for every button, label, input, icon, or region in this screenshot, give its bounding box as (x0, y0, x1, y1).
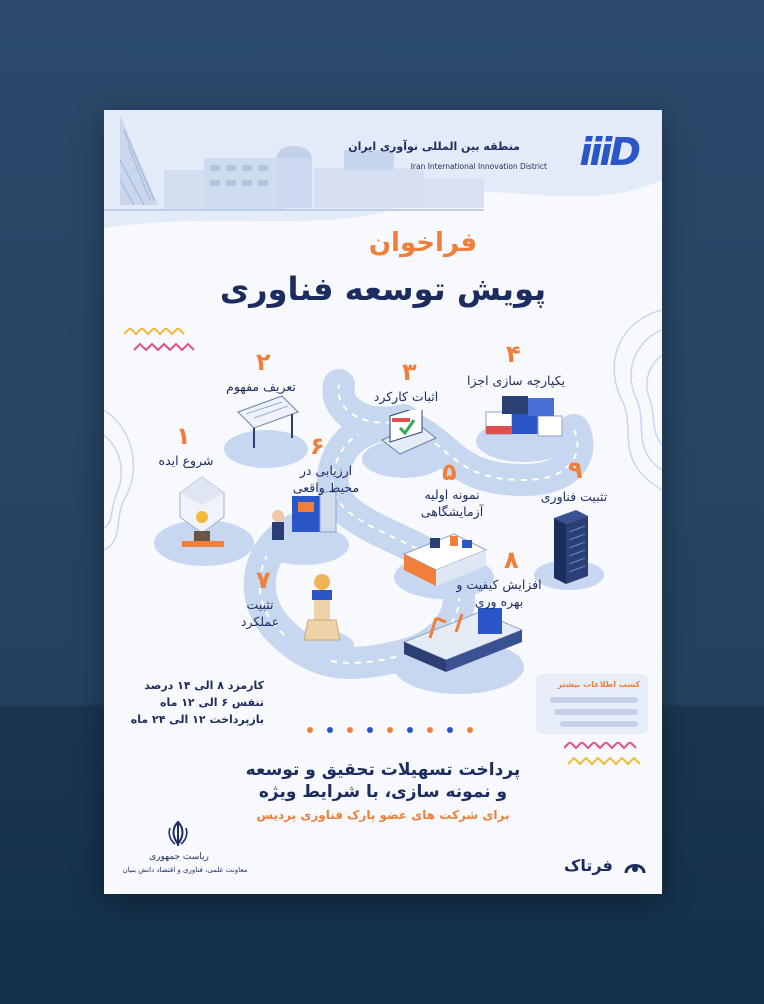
step-7-label: تثبیت عملکرد (240, 597, 280, 629)
step-8-number: ۸ (504, 546, 519, 574)
gov-line-2: معاونت علمی، فناوری و اقتصاد دانش بنیان (122, 866, 248, 874)
step-5-number: ۵ (442, 458, 457, 486)
gov-line-1: ریاست جمهوری (149, 852, 209, 862)
iran-emblem-icon (166, 820, 190, 848)
field-evaluation-icon (264, 488, 344, 552)
production-line-icon (400, 602, 526, 682)
step-5-label: نمونه اولیه آزمایشگاهی (420, 487, 484, 519)
step-9-label: تثبیت فناوری (540, 489, 608, 504)
lightbulb-icon (172, 475, 232, 555)
contact-title: کسب اطلاعات بیشتر (557, 680, 640, 689)
server-tower-icon (544, 508, 594, 588)
description-line-2: و نمونه سازی، با شرایط ویژه (258, 782, 508, 802)
building-blocks-icon (482, 390, 566, 450)
contact-line-blurred (554, 709, 638, 715)
step-2-number: ۲ (256, 348, 271, 376)
fartak-logo (564, 856, 648, 880)
district-logo: iiiD (579, 130, 638, 174)
step-1-label: شروع ایده (158, 453, 214, 468)
step-9-number: ۹ (568, 456, 583, 484)
step-4-number: ۴ (506, 340, 521, 368)
contact-box (536, 674, 648, 734)
title-kicker: فراخوان (368, 228, 478, 258)
grace-term: تنفس ۶ الی ۱۲ ماه (159, 696, 264, 709)
contact-line-blurred (560, 721, 638, 727)
dots-divider (304, 724, 484, 736)
org-name-en: Iran International Innovation District (410, 162, 547, 171)
chess-piece-icon (302, 572, 342, 652)
contact-line-blurred (550, 697, 638, 703)
description-line-3: برای شرکت های عضو پارک فناوری پردیس (256, 808, 510, 822)
step-3-label: اثبات کارکرد (373, 389, 439, 404)
repayment-term: بازپرداخت ۱۲ الی ۲۴ ماه (130, 713, 264, 726)
step-2-label: تعریف مفهوم (226, 379, 296, 394)
step-6-number: ۶ (310, 432, 325, 460)
brand-name: فرتاک (564, 856, 613, 875)
computer-test-icon (372, 410, 442, 470)
main-title: پویش توسعه فناوری (219, 270, 547, 308)
description-line-1: پرداخت تسهیلات تحقیق و توسعه (245, 760, 521, 780)
poster (104, 110, 662, 894)
step-8-label: افزایش کیفیت و بهره وری (456, 577, 542, 609)
step-7-number: ۷ (256, 566, 271, 594)
org-name-fa: منطقه بین المللی نوآوری ایران (348, 140, 520, 153)
step-6-label: ارزیابی در محیط واقعی (292, 463, 360, 495)
step-1-number: ۱ (176, 422, 191, 450)
drafting-table-icon (232, 392, 302, 452)
step-3-number: ۳ (402, 358, 417, 386)
fartak-mark-icon (624, 859, 646, 877)
step-4-label: یکپارچه سازی اجزا (466, 373, 566, 388)
fee-term: کارمزد ۸ الی ۱۴ درصد (144, 679, 264, 692)
